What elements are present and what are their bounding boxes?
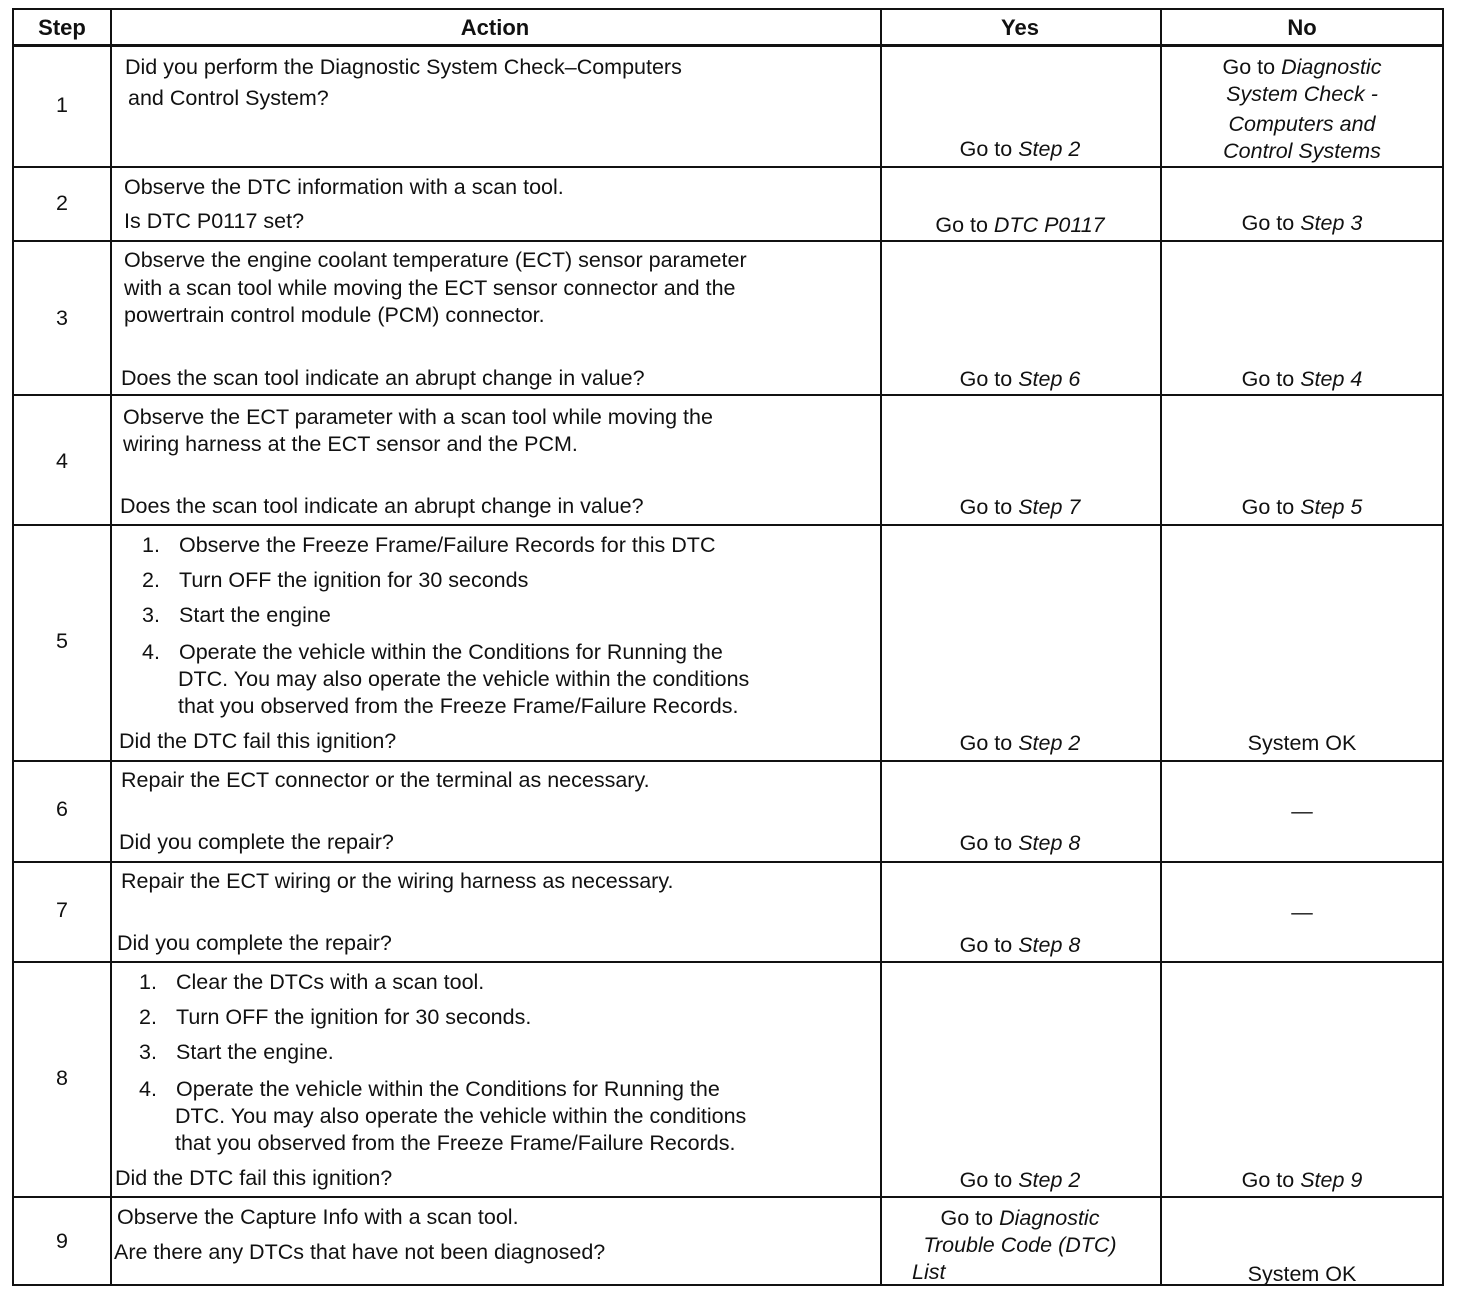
list-item: Turn OFF the ignition for 30 seconds — [179, 568, 529, 592]
action-text: Did you perform the Diagnostic System Check–Computers — [125, 55, 682, 79]
procedure-link[interactable]: Control Systems — [1223, 139, 1381, 163]
row-divider — [14, 166, 1442, 168]
no-outcome: Go to Step 5 — [1241, 495, 1363, 519]
procedure-link[interactable]: List — [912, 1260, 946, 1284]
list-number: 1. — [139, 970, 157, 994]
no-outcome: Go to Step 3 — [1241, 211, 1363, 235]
no-outcome: System OK — [1247, 731, 1357, 755]
action-text: Observe the ECT parameter with a scan tool while moving the — [123, 405, 713, 429]
row-divider — [14, 961, 1442, 963]
action-question: Did you complete the repair? — [117, 931, 392, 955]
list-item: DTC. You may also operate the vehicle within the conditions — [175, 1104, 747, 1128]
action-text: Observe the engine coolant temperature (ECT) sensor parameter — [124, 248, 747, 272]
step-link[interactable]: Step 2 — [1018, 1168, 1081, 1192]
list-number: 4. — [142, 640, 160, 664]
column-divider-yes — [1160, 10, 1162, 1284]
action-question: Did you complete the repair? — [119, 830, 394, 854]
step-link[interactable]: Step 9 — [1300, 1168, 1363, 1192]
yes-outcome — [880, 1232, 1160, 1259]
no-outcome: System OK — [1247, 1262, 1357, 1286]
step-number: 2 — [56, 191, 68, 215]
list-item: Turn OFF the ignition for 30 seconds. — [176, 1005, 532, 1029]
header-no: No — [1287, 15, 1317, 40]
action-question: Are there any DTCs that have not been diagnosed? — [114, 1240, 606, 1264]
step-link[interactable]: Step 3 — [1300, 211, 1363, 235]
list-number: 2. — [139, 1005, 157, 1029]
no-outcome: — — [1291, 900, 1313, 924]
no-outcome — [1160, 138, 1444, 165]
step-link[interactable]: Step 2 — [1018, 137, 1081, 161]
action-question: Did the DTC fail this ignition? — [119, 729, 397, 753]
action-question: Did the DTC fail this ignition? — [115, 1166, 393, 1190]
step-number: 7 — [56, 898, 68, 922]
yes-outcome: Go to DTC P0117 — [935, 213, 1105, 237]
step-link[interactable]: Step 8 — [1018, 831, 1081, 855]
no-outcome — [1160, 81, 1444, 108]
list-item: Observe the Freeze Frame/Failure Records for this DTC — [179, 533, 716, 557]
row-divider — [14, 861, 1442, 863]
list-number: 2. — [142, 568, 160, 592]
list-item: that you observed from the Freeze Frame/Failure Records. — [178, 694, 739, 718]
yes-outcome: Go to Diagnostic — [940, 1206, 1100, 1230]
step-link[interactable]: Step 7 — [1018, 495, 1081, 519]
yes-outcome: Go to Step 2 — [959, 137, 1081, 161]
procedure-link[interactable]: Computers and — [1228, 112, 1376, 136]
yes-outcome — [912, 1259, 945, 1286]
step-number: 4 — [56, 449, 68, 473]
step-number: 3 — [56, 306, 68, 330]
dtc-link[interactable]: DTC P0117 — [993, 213, 1105, 237]
procedure-link[interactable]: Diagnostic — [999, 1206, 1100, 1230]
yes-outcome: Go to Step 8 — [959, 831, 1081, 855]
row-divider — [14, 394, 1442, 396]
action-text: Observe the DTC information with a scan tool. — [124, 175, 564, 199]
header-action: Action — [460, 15, 530, 40]
step-link[interactable]: Step 5 — [1300, 495, 1363, 519]
list-number: 3. — [139, 1040, 157, 1064]
header-yes: Yes — [1001, 15, 1039, 40]
step-link[interactable]: Step 2 — [1018, 731, 1081, 755]
list-item: Operate the vehicle within the Conditions for Running the — [179, 640, 723, 664]
action-text: Repair the ECT connector or the terminal as necessary. — [121, 768, 650, 792]
yes-outcome: Go to Step 8 — [959, 933, 1081, 957]
yes-outcome: Go to Step 2 — [959, 731, 1081, 755]
header-divider — [14, 44, 1442, 47]
yes-outcome: Go to Step 6 — [959, 367, 1081, 391]
action-text: and Control System? — [128, 86, 329, 110]
list-item: Clear the DTCs with a scan tool. — [176, 970, 485, 994]
row-divider — [14, 240, 1442, 242]
action-question: Does the scan tool indicate an abrupt change in value? — [121, 366, 645, 390]
procedure-link[interactable]: Diagnostic — [1281, 55, 1382, 79]
header-step: Step — [38, 15, 86, 40]
action-text: Repair the ECT wiring or the wiring harness as necessary. — [121, 869, 674, 893]
list-number: 4. — [139, 1077, 157, 1101]
step-number: 5 — [56, 629, 68, 653]
action-text: powertrain control module (PCM) connector. — [124, 303, 545, 327]
row-divider — [14, 760, 1442, 762]
list-number: 3. — [142, 603, 160, 627]
no-outcome — [1160, 111, 1444, 138]
action-text: Is DTC P0117 set? — [124, 209, 305, 233]
row-divider — [14, 524, 1442, 526]
no-outcome: Go to Step 9 — [1241, 1168, 1363, 1192]
yes-outcome: Go to Step 2 — [959, 1168, 1081, 1192]
row-divider — [14, 1196, 1442, 1198]
yes-outcome: Go to Step 7 — [959, 495, 1081, 519]
step-link[interactable]: Step 4 — [1300, 367, 1363, 391]
list-item: Start the engine. — [176, 1040, 334, 1064]
step-number: 6 — [56, 797, 68, 821]
column-divider-action — [880, 10, 882, 1284]
column-divider-step — [110, 10, 112, 1284]
step-number: 9 — [56, 1229, 68, 1253]
step-number: 8 — [56, 1066, 68, 1090]
list-number: 1. — [142, 533, 160, 557]
action-text: with a scan tool while moving the ECT sensor connector and the — [124, 276, 736, 300]
procedure-link[interactable]: Trouble Code (DTC) — [923, 1233, 1117, 1257]
list-item: DTC. You may also operate the vehicle within the conditions — [178, 667, 750, 691]
list-item: Operate the vehicle within the Conditions for Running the — [176, 1077, 720, 1101]
diagnostic-table — [12, 8, 1444, 1286]
step-link[interactable]: Step 8 — [1018, 933, 1081, 957]
step-number: 1 — [56, 93, 68, 117]
list-item: that you observed from the Freeze Frame/Failure Records. — [175, 1131, 736, 1155]
procedure-link[interactable]: System Check - — [1226, 82, 1378, 106]
no-outcome: Go to Step 4 — [1241, 367, 1363, 391]
action-text: wiring harness at the ECT sensor and the PCM. — [123, 432, 578, 456]
no-outcome: Go to Diagnostic — [1222, 55, 1382, 79]
list-item: Start the engine — [179, 603, 331, 627]
action-text: Observe the Capture Info with a scan tool. — [117, 1205, 519, 1229]
no-outcome: — — [1291, 799, 1313, 823]
step-link[interactable]: Step 6 — [1018, 367, 1081, 391]
action-question: Does the scan tool indicate an abrupt change in value? — [120, 494, 644, 518]
